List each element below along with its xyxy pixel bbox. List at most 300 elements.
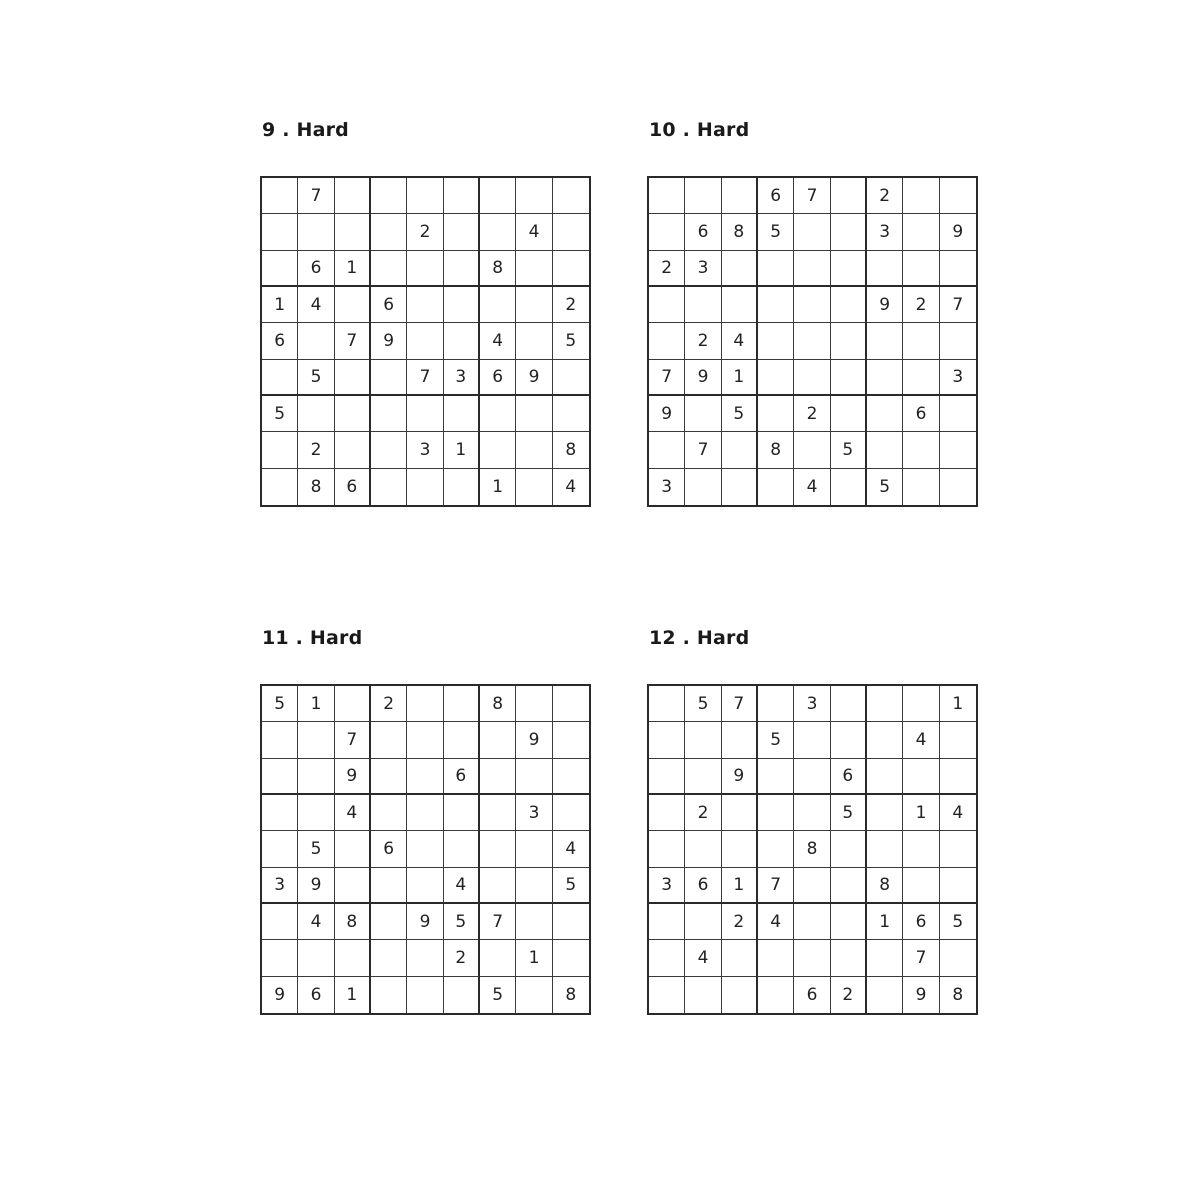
empty-cell[interactable] (262, 432, 298, 468)
empty-cell[interactable] (407, 323, 443, 359)
empty-cell[interactable] (553, 360, 589, 396)
given-cell: 7 (407, 360, 443, 396)
empty-cell[interactable] (649, 759, 685, 795)
given-cell: 6 (831, 759, 867, 795)
empty-cell[interactable] (480, 396, 516, 432)
puzzle-title: 9 . Hard (262, 119, 349, 141)
empty-cell[interactable] (444, 722, 480, 758)
empty-cell[interactable] (903, 831, 939, 867)
empty-cell[interactable] (371, 214, 407, 250)
empty-cell[interactable] (831, 868, 867, 904)
given-cell: 5 (480, 977, 516, 1013)
empty-cell[interactable] (371, 940, 407, 976)
empty-cell[interactable] (262, 360, 298, 396)
empty-cell[interactable] (335, 868, 371, 904)
empty-cell[interactable] (794, 722, 830, 758)
given-cell: 9 (407, 904, 443, 940)
empty-cell[interactable] (407, 396, 443, 432)
empty-cell[interactable] (444, 686, 480, 722)
empty-cell[interactable] (649, 722, 685, 758)
empty-cell[interactable] (298, 396, 334, 432)
empty-cell[interactable] (722, 940, 758, 976)
empty-cell[interactable] (516, 977, 552, 1013)
empty-cell[interactable] (516, 432, 552, 468)
empty-cell[interactable] (722, 432, 758, 468)
empty-cell[interactable] (407, 722, 443, 758)
empty-cell[interactable] (867, 686, 903, 722)
empty-cell[interactable] (262, 214, 298, 250)
empty-cell[interactable] (262, 904, 298, 940)
given-cell: 4 (335, 795, 371, 831)
empty-cell[interactable] (867, 251, 903, 287)
empty-cell[interactable] (516, 323, 552, 359)
empty-cell[interactable] (758, 287, 794, 323)
given-cell: 9 (867, 287, 903, 323)
empty-cell[interactable] (940, 396, 976, 432)
empty-cell[interactable] (685, 287, 721, 323)
empty-cell[interactable] (371, 251, 407, 287)
empty-cell[interactable] (553, 940, 589, 976)
puzzle-title: 10 . Hard (649, 119, 750, 141)
empty-cell[interactable] (903, 214, 939, 250)
given-cell: 7 (335, 722, 371, 758)
empty-cell[interactable] (553, 904, 589, 940)
given-cell: 1 (903, 795, 939, 831)
empty-cell[interactable] (262, 759, 298, 795)
empty-cell[interactable] (794, 323, 830, 359)
empty-cell[interactable] (407, 977, 443, 1013)
empty-cell[interactable] (940, 178, 976, 214)
empty-cell[interactable] (831, 831, 867, 867)
empty-cell[interactable] (371, 977, 407, 1013)
empty-cell[interactable] (516, 759, 552, 795)
empty-cell[interactable] (407, 795, 443, 831)
empty-cell[interactable] (794, 868, 830, 904)
empty-cell[interactable] (335, 214, 371, 250)
empty-cell[interactable] (371, 396, 407, 432)
given-cell: 9 (903, 977, 939, 1013)
given-cell: 6 (903, 904, 939, 940)
given-cell: 8 (480, 686, 516, 722)
given-cell: 4 (722, 323, 758, 359)
empty-cell[interactable] (940, 251, 976, 287)
empty-cell[interactable] (867, 795, 903, 831)
empty-cell[interactable] (867, 396, 903, 432)
empty-cell[interactable] (480, 759, 516, 795)
empty-cell[interactable] (444, 178, 480, 214)
empty-cell[interactable] (649, 214, 685, 250)
empty-cell[interactable] (903, 868, 939, 904)
given-cell: 6 (371, 831, 407, 867)
empty-cell[interactable] (758, 469, 794, 505)
empty-cell[interactable] (262, 469, 298, 505)
given-cell: 3 (407, 432, 443, 468)
empty-cell[interactable] (335, 686, 371, 722)
empty-cell[interactable] (903, 759, 939, 795)
given-cell: 6 (480, 360, 516, 396)
given-cell: 5 (298, 831, 334, 867)
empty-cell[interactable] (335, 432, 371, 468)
empty-cell[interactable] (940, 940, 976, 976)
puzzle-title: 11 . Hard (262, 627, 363, 649)
empty-cell[interactable] (867, 722, 903, 758)
empty-cell[interactable] (903, 686, 939, 722)
empty-cell[interactable] (298, 795, 334, 831)
empty-cell[interactable] (371, 432, 407, 468)
given-cell: 2 (553, 287, 589, 323)
empty-cell[interactable] (335, 396, 371, 432)
empty-cell[interactable] (649, 795, 685, 831)
given-cell: 9 (685, 360, 721, 396)
empty-cell[interactable] (298, 759, 334, 795)
empty-cell[interactable] (298, 722, 334, 758)
empty-cell[interactable] (794, 904, 830, 940)
empty-cell[interactable] (831, 178, 867, 214)
empty-cell[interactable] (516, 396, 552, 432)
given-cell: 1 (722, 868, 758, 904)
given-cell: 1 (480, 469, 516, 505)
empty-cell[interactable] (371, 759, 407, 795)
given-cell: 7 (480, 904, 516, 940)
empty-cell[interactable] (262, 722, 298, 758)
given-cell: 3 (516, 795, 552, 831)
empty-cell[interactable] (794, 214, 830, 250)
empty-cell[interactable] (444, 323, 480, 359)
given-cell: 2 (407, 214, 443, 250)
given-cell: 5 (298, 360, 334, 396)
empty-cell[interactable] (335, 178, 371, 214)
empty-cell[interactable] (940, 759, 976, 795)
empty-cell[interactable] (262, 178, 298, 214)
given-cell: 7 (298, 178, 334, 214)
empty-cell[interactable] (867, 759, 903, 795)
given-cell: 9 (516, 360, 552, 396)
empty-cell[interactable] (262, 831, 298, 867)
given-cell: 9 (335, 759, 371, 795)
empty-cell[interactable] (685, 831, 721, 867)
sudoku-grid (260, 176, 591, 507)
empty-cell[interactable] (649, 686, 685, 722)
empty-cell[interactable] (758, 323, 794, 359)
given-cell: 1 (262, 287, 298, 323)
empty-cell[interactable] (444, 287, 480, 323)
given-cell: 4 (444, 868, 480, 904)
empty-cell[interactable] (553, 686, 589, 722)
given-cell: 6 (758, 178, 794, 214)
empty-cell[interactable] (685, 977, 721, 1013)
empty-cell[interactable] (722, 287, 758, 323)
empty-cell[interactable] (649, 432, 685, 468)
empty-cell[interactable] (262, 940, 298, 976)
given-cell: 3 (685, 251, 721, 287)
sudoku-puzzle-12 (647, 627, 983, 1028)
empty-cell[interactable] (298, 214, 334, 250)
empty-cell[interactable] (480, 940, 516, 976)
given-cell: 4 (298, 904, 334, 940)
empty-cell[interactable] (867, 940, 903, 976)
empty-cell[interactable] (371, 904, 407, 940)
empty-cell[interactable] (794, 360, 830, 396)
empty-cell[interactable] (758, 940, 794, 976)
given-cell: 6 (444, 759, 480, 795)
empty-cell[interactable] (758, 360, 794, 396)
sudoku-puzzle-10 (647, 119, 983, 520)
empty-cell[interactable] (649, 178, 685, 214)
given-cell: 9 (262, 977, 298, 1013)
empty-cell[interactable] (794, 795, 830, 831)
empty-cell[interactable] (722, 722, 758, 758)
given-cell: 7 (335, 323, 371, 359)
empty-cell[interactable] (407, 686, 443, 722)
empty-cell[interactable] (867, 432, 903, 468)
empty-cell[interactable] (480, 287, 516, 323)
empty-cell[interactable] (831, 251, 867, 287)
given-cell: 2 (867, 178, 903, 214)
empty-cell[interactable] (831, 214, 867, 250)
given-cell: 2 (831, 977, 867, 1013)
empty-cell[interactable] (831, 686, 867, 722)
empty-cell[interactable] (831, 323, 867, 359)
empty-cell[interactable] (831, 287, 867, 323)
empty-cell[interactable] (407, 759, 443, 795)
empty-cell[interactable] (758, 795, 794, 831)
empty-cell[interactable] (553, 396, 589, 432)
empty-cell[interactable] (444, 214, 480, 250)
given-cell: 1 (298, 686, 334, 722)
empty-cell[interactable] (516, 287, 552, 323)
empty-cell[interactable] (685, 759, 721, 795)
empty-cell[interactable] (940, 469, 976, 505)
empty-cell[interactable] (298, 940, 334, 976)
empty-cell[interactable] (516, 868, 552, 904)
empty-cell[interactable] (758, 396, 794, 432)
given-cell: 6 (685, 214, 721, 250)
empty-cell[interactable] (444, 251, 480, 287)
given-cell: 1 (335, 977, 371, 1013)
empty-cell[interactable] (407, 868, 443, 904)
empty-cell[interactable] (794, 251, 830, 287)
given-cell: 6 (903, 396, 939, 432)
given-cell: 5 (685, 686, 721, 722)
empty-cell[interactable] (371, 469, 407, 505)
empty-cell[interactable] (685, 904, 721, 940)
given-cell: 7 (903, 940, 939, 976)
empty-cell[interactable] (867, 977, 903, 1013)
empty-cell[interactable] (480, 795, 516, 831)
given-cell: 6 (262, 323, 298, 359)
empty-cell[interactable] (553, 759, 589, 795)
empty-cell[interactable] (480, 722, 516, 758)
empty-cell[interactable] (553, 251, 589, 287)
puzzle-title: 12 . Hard (649, 627, 750, 649)
empty-cell[interactable] (794, 287, 830, 323)
empty-cell[interactable] (758, 977, 794, 1013)
given-cell: 5 (553, 868, 589, 904)
given-cell: 4 (940, 795, 976, 831)
empty-cell[interactable] (480, 868, 516, 904)
empty-cell[interactable] (649, 940, 685, 976)
empty-cell[interactable] (831, 469, 867, 505)
given-cell: 5 (940, 904, 976, 940)
given-cell: 2 (298, 432, 334, 468)
given-cell: 7 (940, 287, 976, 323)
given-cell: 8 (794, 831, 830, 867)
empty-cell[interactable] (371, 868, 407, 904)
given-cell: 4 (565, 476, 577, 497)
empty-cell[interactable] (516, 469, 552, 505)
empty-cell[interactable] (407, 940, 443, 976)
given-cell: 2 (685, 795, 721, 831)
empty-cell[interactable] (903, 469, 939, 505)
empty-cell[interactable] (903, 178, 939, 214)
empty-cell[interactable] (685, 178, 721, 214)
empty-cell[interactable] (831, 904, 867, 940)
given-cell: 4 (685, 940, 721, 976)
given-cell: 5 (262, 686, 298, 722)
empty-cell[interactable] (758, 831, 794, 867)
empty-cell[interactable] (516, 686, 552, 722)
empty-cell[interactable] (903, 323, 939, 359)
empty-cell[interactable] (794, 432, 830, 468)
given-cell: 9 (371, 323, 407, 359)
empty-cell[interactable] (335, 360, 371, 396)
empty-cell[interactable] (407, 251, 443, 287)
given-cell: 9 (298, 868, 334, 904)
empty-cell[interactable] (516, 831, 552, 867)
empty-cell[interactable] (649, 831, 685, 867)
empty-cell[interactable] (722, 251, 758, 287)
empty-cell[interactable] (407, 287, 443, 323)
empty-cell[interactable] (480, 432, 516, 468)
empty-cell[interactable] (407, 831, 443, 867)
empty-cell[interactable] (685, 396, 721, 432)
empty-cell[interactable] (553, 214, 589, 250)
empty-cell[interactable] (940, 722, 976, 758)
given-cell: 4 (758, 904, 794, 940)
given-cell: 3 (794, 686, 830, 722)
given-cell: 6 (335, 469, 371, 505)
empty-cell[interactable] (480, 214, 516, 250)
empty-cell[interactable] (722, 977, 758, 1013)
empty-cell[interactable] (722, 831, 758, 867)
empty-cell[interactable] (553, 795, 589, 831)
empty-cell[interactable] (371, 360, 407, 396)
empty-cell[interactable] (867, 831, 903, 867)
empty-cell[interactable] (516, 904, 552, 940)
given-cell: 9 (516, 722, 552, 758)
empty-cell[interactable] (480, 178, 516, 214)
empty-cell[interactable] (722, 795, 758, 831)
empty-cell[interactable] (758, 686, 794, 722)
empty-cell[interactable] (335, 287, 371, 323)
empty-cell[interactable] (335, 940, 371, 976)
empty-cell[interactable] (298, 323, 334, 359)
empty-cell[interactable] (831, 940, 867, 976)
empty-cell[interactable] (794, 940, 830, 976)
empty-cell[interactable] (407, 469, 443, 505)
given-cell: 7 (722, 686, 758, 722)
given-cell: 9 (722, 759, 758, 795)
empty-cell[interactable] (262, 795, 298, 831)
empty-cell[interactable] (262, 251, 298, 287)
given-cell: 1 (444, 432, 480, 468)
given-cell: 4 (903, 722, 939, 758)
empty-cell[interactable] (831, 396, 867, 432)
empty-cell[interactable] (371, 722, 407, 758)
given-cell: 5 (722, 396, 758, 432)
given-cell: 4 (553, 831, 589, 867)
empty-cell[interactable] (794, 759, 830, 795)
empty-cell[interactable] (722, 469, 758, 505)
given-cell: 2 (722, 904, 758, 940)
given-cell: 1 (867, 904, 903, 940)
empty-cell[interactable] (940, 868, 976, 904)
empty-cell[interactable] (867, 323, 903, 359)
empty-cell[interactable] (940, 831, 976, 867)
empty-cell[interactable] (903, 251, 939, 287)
empty-cell[interactable] (335, 831, 371, 867)
empty-cell[interactable] (722, 178, 758, 214)
empty-cell[interactable] (685, 469, 721, 505)
empty-cell[interactable] (480, 831, 516, 867)
sudoku-puzzle-11 (260, 627, 596, 1028)
empty-cell[interactable] (407, 178, 443, 214)
empty-cell[interactable] (831, 722, 867, 758)
empty-cell[interactable] (903, 432, 939, 468)
given-cell: 5 (867, 469, 903, 505)
empty-cell[interactable] (553, 722, 589, 758)
empty-cell[interactable] (649, 323, 685, 359)
given-cell: 5 (831, 432, 867, 468)
empty-cell[interactable] (444, 831, 480, 867)
empty-cell[interactable] (903, 360, 939, 396)
empty-cell[interactable] (444, 977, 480, 1013)
given-cell: 3 (262, 868, 298, 904)
empty-cell[interactable] (444, 469, 480, 505)
empty-cell[interactable] (553, 178, 589, 214)
given-cell: 4 (516, 214, 552, 250)
empty-cell[interactable] (758, 251, 794, 287)
given-cell: 5 (444, 904, 480, 940)
empty-cell[interactable] (758, 759, 794, 795)
sudoku-grid (647, 684, 978, 1015)
empty-cell[interactable] (940, 432, 976, 468)
given-cell: 1 (722, 360, 758, 396)
empty-cell[interactable] (649, 904, 685, 940)
empty-cell[interactable] (371, 795, 407, 831)
given-cell: 1 (335, 251, 371, 287)
given-cell: 8 (758, 432, 794, 468)
given-cell: 7 (758, 868, 794, 904)
empty-cell[interactable] (516, 251, 552, 287)
empty-cell[interactable] (831, 360, 867, 396)
empty-cell[interactable] (649, 287, 685, 323)
empty-cell[interactable] (444, 396, 480, 432)
given-cell: 2 (685, 323, 721, 359)
empty-cell[interactable] (685, 722, 721, 758)
empty-cell[interactable] (867, 360, 903, 396)
given-cell: 9 (649, 396, 685, 432)
empty-cell[interactable] (371, 178, 407, 214)
empty-cell[interactable] (940, 323, 976, 359)
empty-cell[interactable] (649, 977, 685, 1013)
empty-cell[interactable] (516, 178, 552, 214)
given-cell: 5 (758, 722, 794, 758)
given-cell: 6 (794, 977, 830, 1013)
empty-cell[interactable] (444, 795, 480, 831)
given-cell: 8 (867, 868, 903, 904)
given-cell: 1 (516, 940, 552, 976)
